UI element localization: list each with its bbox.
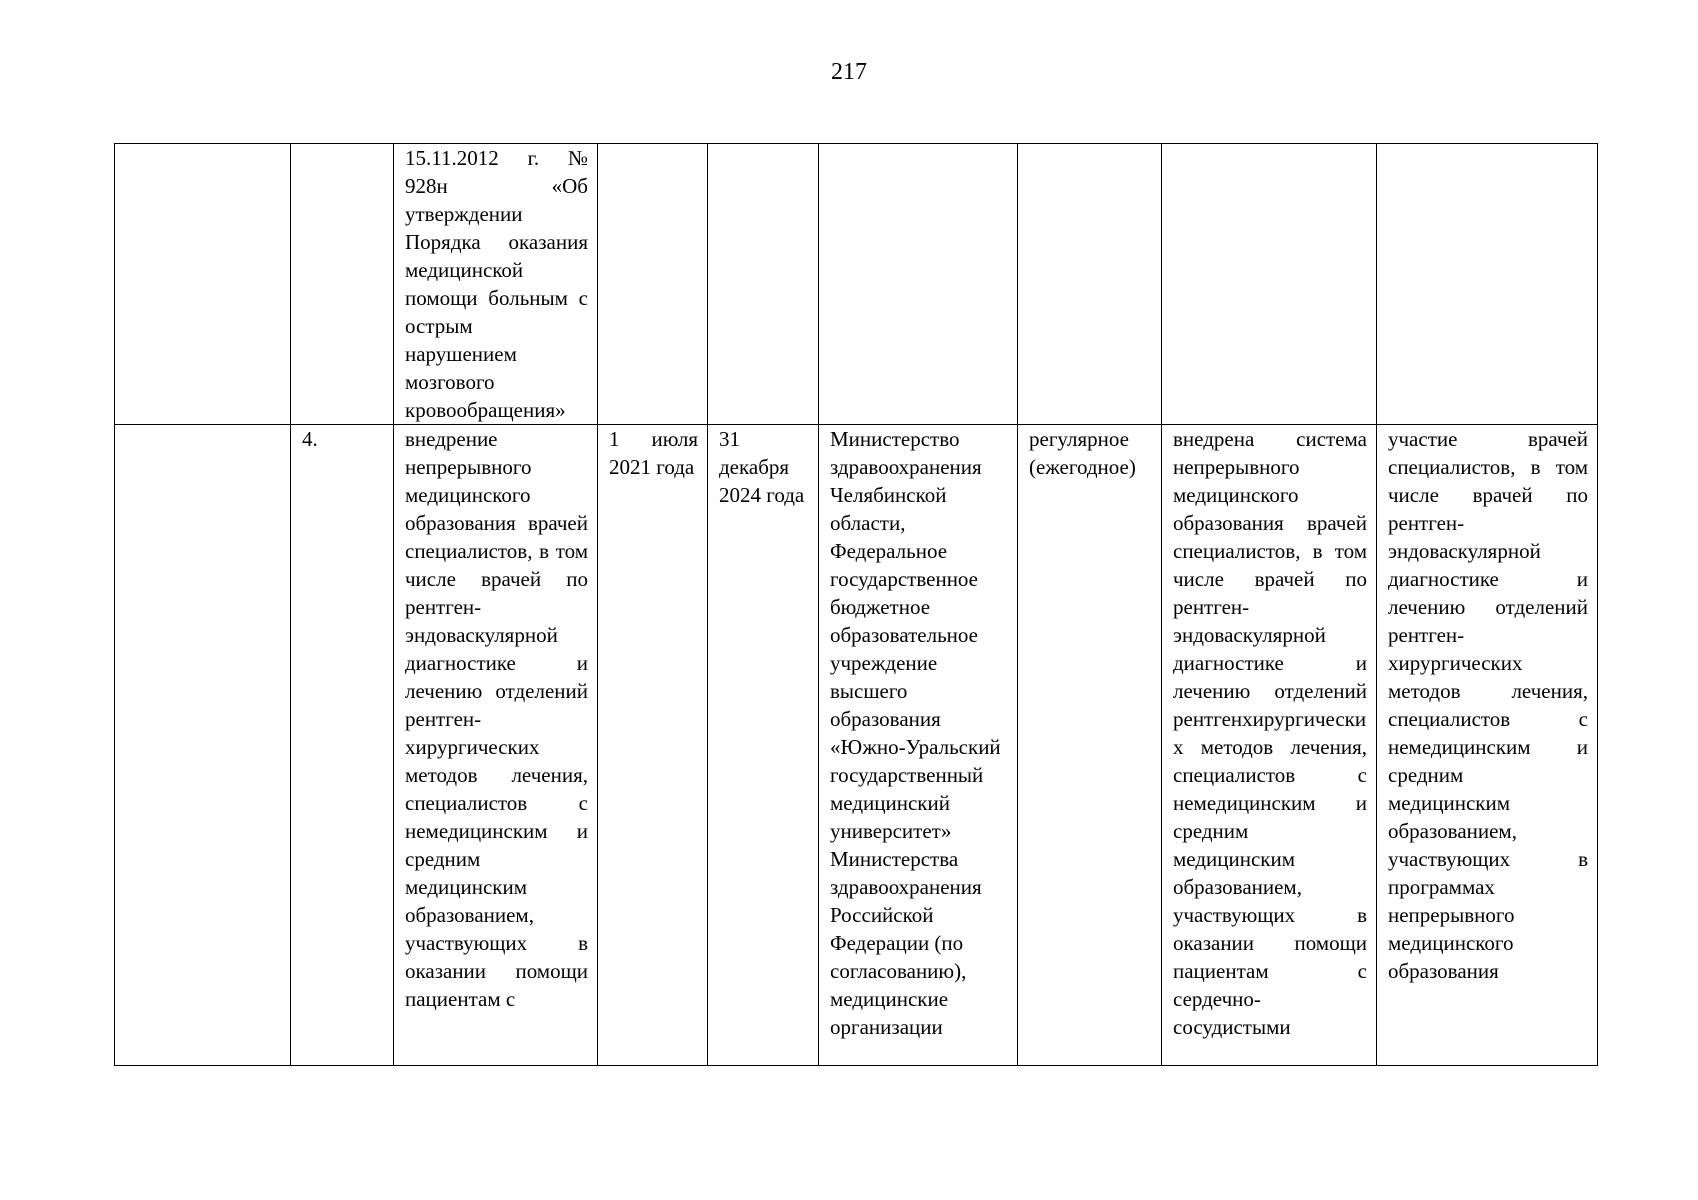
table-cell xyxy=(1162,425,1377,1066)
document-table xyxy=(114,143,1598,1066)
indicator: участие врачей специалистов, в том числе врачей по рентген-эндоваскулярной диагностике и лечению отделений рентген-хирургических методов лечения, специалистов с немедицинским и средним медицинским образованием, участвующих в программах непрерывного медицинского образования xyxy=(1388,427,1588,983)
responsible-executor: Министерство здравоохранения Челябинской области, Федеральное государственное бюджетное образовательное учреждение высшего образования «Южно-Уральский государственный медицинский университет» Министерства здравоохранения Российской Федерации (по согласованию), медицинские организации xyxy=(830,427,1001,1039)
table-cell xyxy=(115,144,291,425)
table-cell xyxy=(394,144,598,425)
table-cell xyxy=(1377,425,1598,1066)
table-cell xyxy=(819,425,1018,1066)
table-cell xyxy=(708,144,819,425)
cell-text: 15.11.2012 г. № 928н «Об утверждении Порядка оказания медицинской помощи больным с острым нарушением мозгового кровообращения» xyxy=(405,146,588,422)
table-cell xyxy=(1018,144,1162,425)
table-cell xyxy=(1377,144,1598,425)
table-cell xyxy=(819,144,1018,425)
expected-result: внедрена система непрерывного медицинского образования врачей специалистов, в том числе врачей по рентген-эндоваскулярной диагностике и лечению отделений рентгенхирургических методов лечения, специалистов с немедицинским и средним медицинским образованием, участвующих в оказании помощи пациентам с сердечно-сосудистыми xyxy=(1173,427,1367,1039)
table-cell xyxy=(115,425,291,1066)
page-number: 217 xyxy=(831,59,867,85)
start-date: 1 июля 2021 года xyxy=(609,427,698,479)
table-cell xyxy=(1162,144,1377,425)
table-row xyxy=(115,425,1598,1066)
table-cell xyxy=(598,425,708,1066)
row-number: 4. xyxy=(302,427,318,451)
table-cell xyxy=(1018,425,1162,1066)
table-cell xyxy=(598,144,708,425)
measure-description: внедрение непрерывного медицинского образования врачей специалистов, в том числе врачей по рентген-эндоваскулярной диагностике и лечению отделений рентген-хирургических методов лечения, специалистов с немедицинским и средним медицинским образованием, участвующих в оказании помощи пациентам с xyxy=(405,427,588,1011)
table-row xyxy=(115,144,1598,425)
table-cell xyxy=(708,425,819,1066)
periodicity: регулярное (ежегодное) xyxy=(1029,427,1136,479)
table-cell xyxy=(291,144,394,425)
table-cell xyxy=(291,425,394,1066)
end-date: 31 декабря 2024 года xyxy=(719,427,805,507)
table-cell xyxy=(394,425,598,1066)
